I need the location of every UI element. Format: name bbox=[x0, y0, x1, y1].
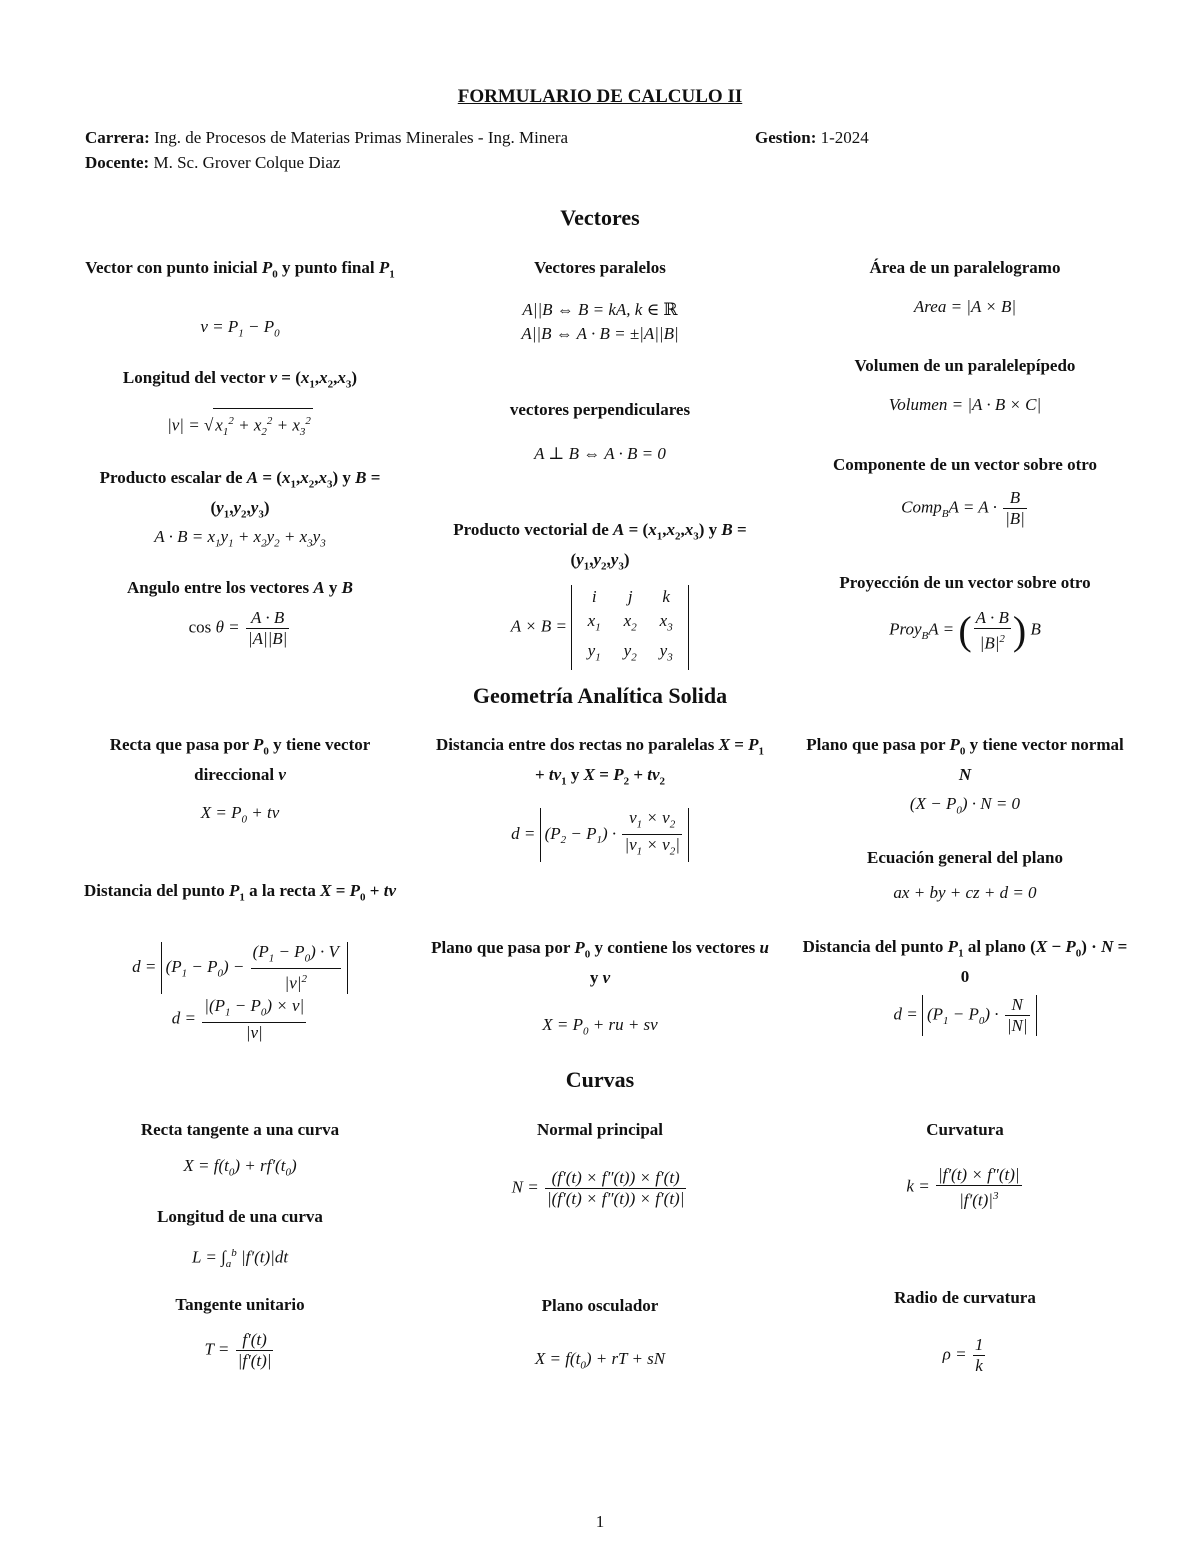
heading-curvatura: Curvatura bbox=[926, 1120, 1004, 1139]
formula-curvatura: k = $\frac{|f'(t) \times f''(t)|}{|f'(t)|^3}$ bbox=[906, 1165, 1020, 1210]
heading-recta: Recta que pasa por $P_0$ y tiene vector direccional v bbox=[109, 735, 371, 785]
heading-plano-contiene: Plano que pasa por $P_0$ y contiene los vectores u y v bbox=[431, 938, 769, 988]
section-vectores: Vectores bbox=[560, 205, 640, 230]
formula-normal-principal: N = $\frac{(f'(t) \times f''(t)) \times f'(t)}{|(f'(t) \times f''(t)) \times f'(t)|}$ bbox=[511, 1168, 685, 1208]
heading-producto-escalar: Producto escalar de $A = (x_1,x_2,x_3)$ y $B = (y_1,y_2,y_3)$ bbox=[99, 468, 381, 521]
heading-volumen: Volumen de un paralelepípedo bbox=[854, 356, 1076, 375]
formula-perpendiculares: A ⊥ B ⇔ A · B = 0 bbox=[534, 444, 666, 463]
gestion-line bbox=[755, 128, 869, 148]
formula-plano-normal: $(X - P_0) \cdot N = 0$ bbox=[909, 794, 1021, 817]
formula-vector-punto: $v = P_1 - P_0$ bbox=[200, 317, 280, 340]
formula-longitud-curva: $L = \int_a^b$ |f′(t)|dt bbox=[191, 1247, 289, 1271]
heading-recta-tangente: Recta tangente a una curva bbox=[140, 1120, 340, 1139]
heading-distancia-punto-recta: Distancia del punto $P_1$ a la recta $X = P_0$ + tv bbox=[84, 881, 396, 904]
formula-distancia-punto-recta-2: d = $\frac{|(P_1 - P_0) \times v|}{|v|}$ bbox=[171, 996, 305, 1043]
page-number: 1 bbox=[595, 1512, 605, 1531]
formula-plano-osculador: $X = f(t_0)$ + rT + sN bbox=[534, 1349, 666, 1372]
heading-area: Área de un paralelogramo bbox=[869, 258, 1061, 277]
formula-paralelos-2: A||B ⇔ A · B = ±|A||B| bbox=[521, 324, 679, 343]
formula-area: Area = |A × B| bbox=[913, 297, 1017, 316]
gestion-value: 1-2024 bbox=[820, 128, 869, 147]
determinant: i j k $x_1$ $x_2$ $x_3$ $y_1$ $y_2$ $y_3$ bbox=[571, 585, 689, 670]
heading-vector-punto: Vector con punto inicial $P_0$ y punto final $P_1$ bbox=[85, 258, 395, 281]
formula-angulo: cos θ = $\frac{A \cdot B}{|A||B|}$ bbox=[188, 608, 288, 648]
section-curvas: Curvas bbox=[565, 1067, 635, 1092]
formula-ecuacion-plano: ax + by + cz + d = 0 bbox=[893, 883, 1037, 902]
formula-tangente-unitario: T = $\frac{f'(t)}{|f'(t)|}$ bbox=[204, 1330, 272, 1370]
gestion-label: Gestion: bbox=[755, 128, 817, 147]
heading-tangente-unitario: Tangente unitario bbox=[175, 1295, 305, 1314]
formula-recta-tangente: $X = f(t_0) + rf'(t_0)$ bbox=[183, 1156, 297, 1179]
formula-distancia-punto-plano: $d = (P_1 - P_0)$ · $\frac{N}{|N|}$ bbox=[800, 995, 1130, 1036]
heading-angulo: Angulo entre los vectores A y B bbox=[126, 578, 354, 597]
heading-producto-vectorial: Producto vectorial de $A = (x_1,x_2,x_3)$ y $B = (y_1,y_2,y_3)$ bbox=[453, 520, 747, 573]
formula-producto-escalar: $A \cdot B = x_1y_1 + x_2y_2 + x_3y_3$ bbox=[154, 527, 326, 550]
career-label: Carrera: bbox=[85, 128, 150, 147]
heading-plano-osculador: Plano osculador bbox=[541, 1296, 659, 1315]
heading-distancia-punto-plano: Distancia del punto $P_1$ al plano $(X - P_0) \cdot N = 0$ bbox=[802, 937, 1128, 987]
formula-volumen: Volumen = |A · B × C| bbox=[888, 395, 1042, 414]
formula-proyeccion: Proy$_B$A = ( $\frac{A \cdot B}{|B|^2}$ ) B bbox=[889, 607, 1041, 653]
docente-value: M. Sc. Grover Colque Diaz bbox=[153, 153, 341, 172]
formula-recta: $X = P_0$ + tv bbox=[200, 803, 280, 826]
heading-longitud-vector: Longitud del vector $v = (x_1,x_2,x_3)$ bbox=[122, 368, 358, 391]
heading-radio-curvatura: Radio de curvatura bbox=[894, 1288, 1036, 1307]
formula-longitud-vector: |v| = √ $x_1^2 + x_2^2 + x_3^2$ bbox=[80, 408, 400, 444]
heading-proyeccion: Proyección de un vector sobre otro bbox=[839, 573, 1091, 592]
heading-longitud-curva: Longitud de una curva bbox=[157, 1207, 323, 1226]
formula-distancia-punto-recta-1: $d = (P_1 - P_0)$ − $\frac{(P_1 - P_0) \cdot V}{|v|^2}$ bbox=[80, 942, 400, 994]
section-geometria: Geometría Analítica Solida bbox=[472, 683, 728, 708]
formula-plano-contiene: $X = P_0$ + ru + sv bbox=[542, 1015, 658, 1038]
docente-label: Docente: bbox=[85, 153, 150, 172]
formula-distancia-rectas: $d = (P_2 - P_1)$ · $\frac{v_1 \times v_2}{|v_1 \times v_2|}$ bbox=[440, 808, 760, 862]
heading-normal-principal: Normal principal bbox=[536, 1120, 664, 1139]
career-value: Ing. de Procesos de Materias Primas Minerales - Ing. Minera bbox=[154, 128, 569, 147]
heading-perpendiculares: vectores perpendiculares bbox=[509, 400, 691, 419]
document-title: FORMULARIO DE CALCULO II bbox=[457, 86, 743, 107]
formula-componente: Comp$_B$A = A · $\frac{B}{|B|}$ bbox=[901, 488, 1025, 528]
formula-radio-curvatura: ρ = $\frac{1}{k}$ bbox=[942, 1335, 984, 1375]
formula-producto-vectorial: A × B = i j k $x_1$ $x_2$ $x_3$ $y_1$ $y_2$ $y_3$ bbox=[440, 585, 760, 670]
heading-distancia-rectas: Distancia entre dos rectas no paralelas $X = P_1 + tv_1$ y $X = P_2 + tv_2$ bbox=[435, 735, 765, 788]
heading-ecuacion-plano: Ecuación general del plano bbox=[867, 848, 1063, 867]
docente-line bbox=[85, 153, 340, 173]
heading-plano-normal: Plano que pasa por $P_0$ y tiene vector normal N bbox=[806, 735, 1124, 785]
formula-paralelos-1: A||B ⇔ B = kA, k ∈ ℝ bbox=[522, 300, 678, 319]
heading-componente: Componente de un vector sobre otro bbox=[833, 455, 1097, 474]
career-line bbox=[85, 128, 568, 148]
heading-paralelos: Vectores paralelos bbox=[534, 258, 666, 277]
